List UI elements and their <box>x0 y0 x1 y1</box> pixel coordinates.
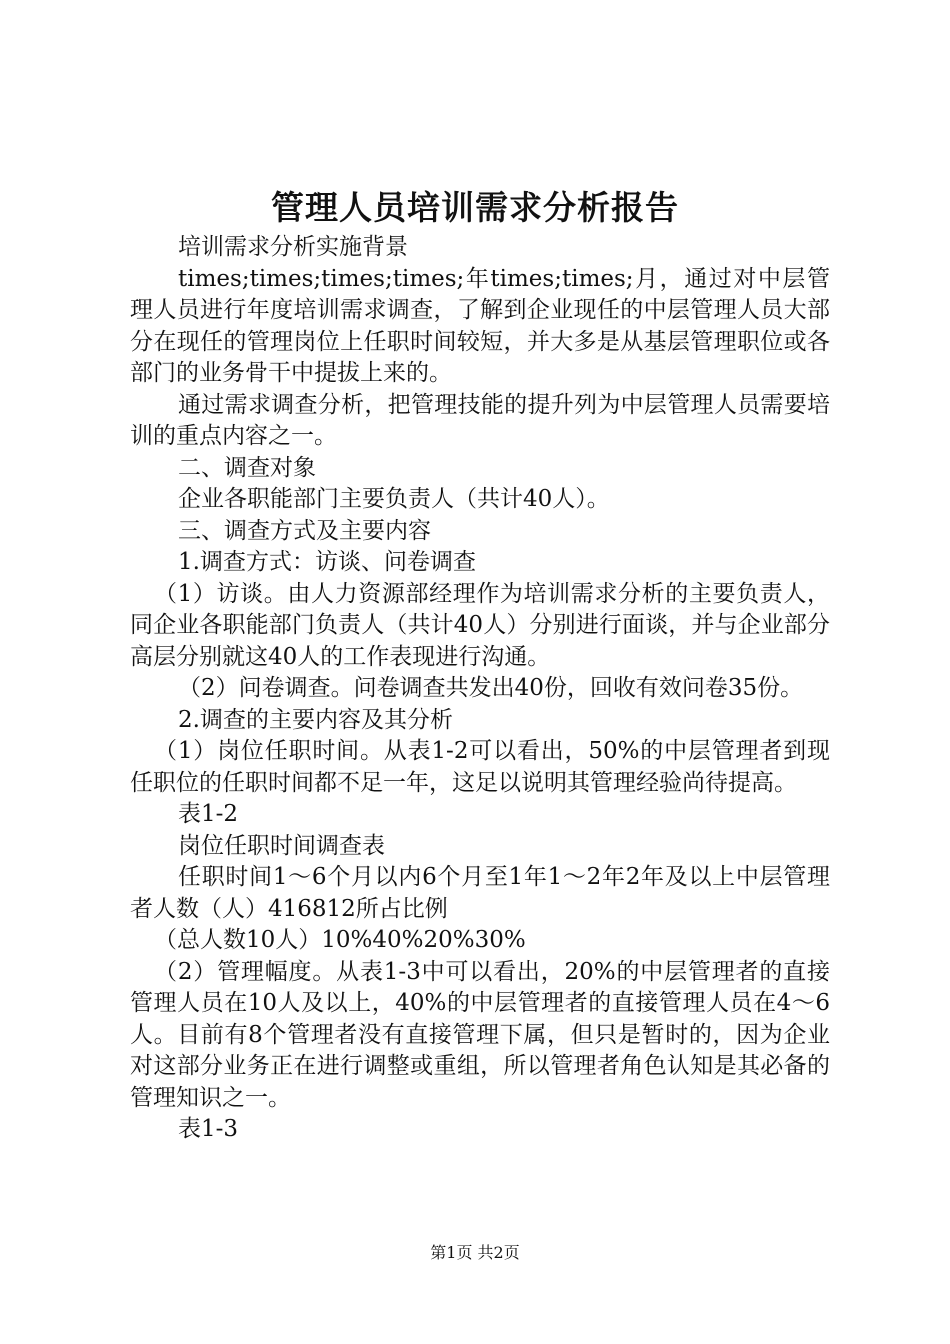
paragraph-questionnaire: （2）问卷调查。问卷调查共发出40份，回收有效问卷35份。 <box>178 675 804 701</box>
paragraph-tenure: （1）岗位任职时间。从表1-2可以看出，50%的中层管理者到现任职位的任职时间都不足一年，这足以说明其管理经验尚待提高。 <box>130 738 830 796</box>
table-row-tenure-ratio: （总人数10人）10%40%20%30% <box>154 927 526 953</box>
paragraph-background-text: times;times;times;times;年times;times;月，通过对中层管理人员进行年度培训需求调查，了解到企业现任的中层管理人员大部分在现任的管理岗位上任职时间较短，并大多是从基层管理职位或各部门的业务骨干中提拔上来的。 <box>130 265 830 386</box>
page-footer: 第1页 共2页 <box>430 1243 520 1262</box>
section-heading-survey-target: 二、调查对象 <box>178 454 316 481</box>
subheading-survey-content: 2.调查的主要内容及其分析 <box>178 706 453 733</box>
document-title: 管理人员培训需求分析报告 <box>271 188 679 227</box>
table-caption-tenure: 岗位任职时间调查表 <box>178 832 385 859</box>
paragraph-analysis-focus: 通过需求调查分析，把管理技能的提升列为中层管理人员需要培训的重点内容之一。 <box>130 391 830 449</box>
paragraph-survey-target: 企业各职能部门主要负责人（共计40人）。 <box>178 486 610 512</box>
document-body <box>130 232 830 1146</box>
paragraph-background-heading: 培训需求分析实施背景 <box>178 234 408 260</box>
paragraph-management-span: （2）管理幅度。从表1-3中可以看出，20%的中层管理者的直接管理人员在10人及以上，40%的中层管理者的直接管理人员在4～6人。目前有8个管理者没有直接管理下属，但只是暂时的，因为企业对这部分业务正在进行调整或重组，所以管理者角色认知是其必备的管理知识之一。 <box>130 958 830 1111</box>
paragraph-interview: （1）访谈。由人力资源部经理作为培训需求分析的主要负责人，同企业各职能部门负责人（共计40人）分别进行面谈，并与企业部分高层分别就这40人的工作表现进行沟通。 <box>130 580 830 670</box>
table-row-tenure-data: 任职时间1～6个月以内6个月至1年1～2年2年及以上中层管理者人数（人）416812所占比例 <box>130 864 830 922</box>
section-heading-survey-method: 三、调查方式及主要内容 <box>178 517 431 544</box>
table-label-1-2: 表1-2 <box>178 801 239 827</box>
table-label-1-3: 表1-3 <box>178 1116 239 1142</box>
subheading-survey-method: 1.调查方式：访谈、问卷调查 <box>178 549 476 575</box>
